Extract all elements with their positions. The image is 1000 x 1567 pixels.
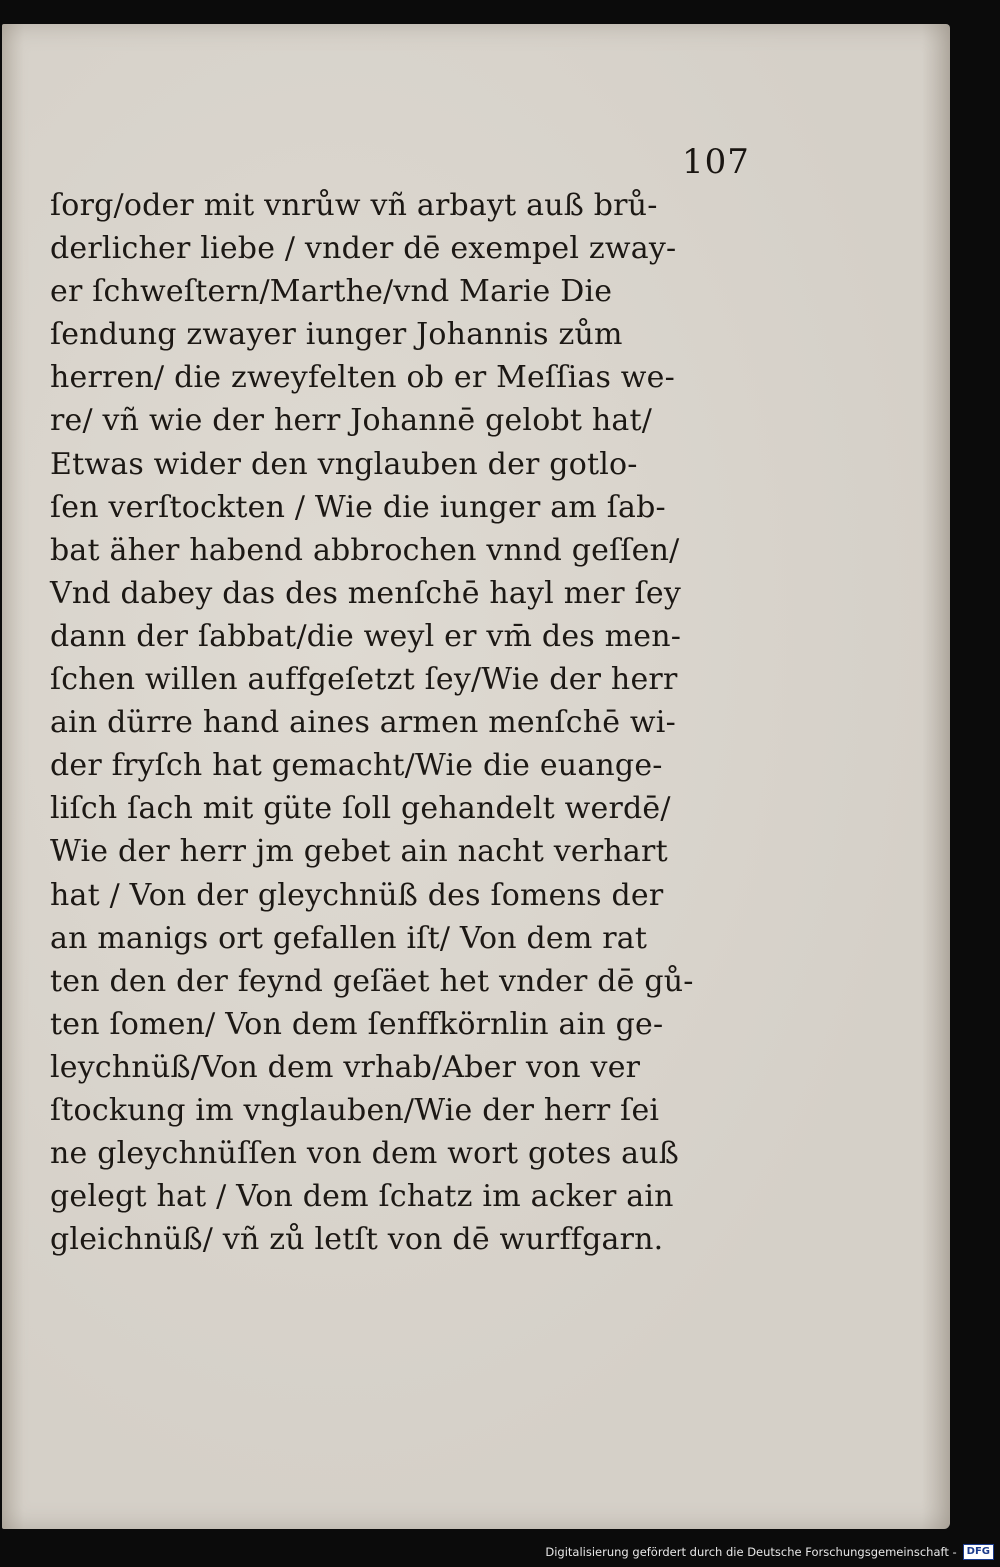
book-page (2, 24, 950, 1529)
text-line: ſtockung im vnglauben/Wie der herr ſei (50, 1092, 660, 1128)
text-line: gelegt hat / Von dem ſchatz im acker ain (50, 1179, 674, 1215)
text-line: ain dürre hand aines armen menſchē wi‑ (50, 705, 676, 741)
text-line: ten ſomen/ Von dem ſenffkörnlin ain ge‑ (50, 1006, 664, 1042)
text-line: ſen verſtockten / Wie die iunger am ſab‑ (50, 489, 666, 525)
text-line: Vnd dabey das des menſchē hayl mer ſey (50, 575, 681, 611)
text-line: bat äher habend abbrochen vnnd geſſen/ (50, 532, 680, 568)
text-line: ten den der feynd geſäet het vnder dē gů‑ (50, 963, 694, 999)
text-line: re/ vñ wie der herr Johannē gelobt hat/ (50, 403, 653, 439)
page-number: 107 (682, 142, 750, 182)
text-line: ſchen willen auffgeſetzt ſey/Wie der herr (50, 662, 678, 698)
text-line: er ſchweſtern/Marthe/vnd Marie Die (50, 274, 613, 310)
text-line: gleichnüß/ vñ zů letſt von dē wurffgarn. (50, 1222, 664, 1258)
credit-text: Digitalisierung gefördert durch die Deutsche Forschungsgemeinschaft - (545, 1545, 957, 1559)
text-line: Wie der herr jm gebet ain nacht verhart (50, 834, 668, 870)
text-line: derlicher liebe / vnder dē exempel zway‑ (50, 231, 677, 267)
text-line: hat / Von der gleychnüß des ſomens der (50, 877, 664, 913)
text-line: ne gleychnüſſen von dem wort gotes auß (50, 1136, 680, 1172)
text-line: leychnüß/Von dem vrhab/Aber von ver (50, 1049, 641, 1085)
text-line: herren/ die zweyfelten ob er Meſſias we‑ (50, 360, 675, 396)
dfg-logo: DFG (963, 1544, 994, 1560)
text-block (50, 184, 760, 1261)
text-line: ſorg/oder mit vnrůw vñ arbayt auß brů‑ (50, 188, 658, 223)
text-line: an manigs ort gefallen iſt/ Von dem rat (50, 920, 648, 956)
text-line: Etwas wider den vnglauben der gotlo‑ (50, 446, 638, 482)
text-line: dann der ſabbat/die weyl er vm̄ des men‑ (50, 618, 682, 654)
text-line: ſendung zwayer iunger Johannis zům (50, 317, 623, 353)
text-line: der fryſch hat gemacht/Wie die euange‑ (50, 748, 663, 784)
digitization-credit (545, 1541, 994, 1563)
text-line: liſch ſach mit güte ſoll gehandelt werdē/ (50, 791, 671, 827)
